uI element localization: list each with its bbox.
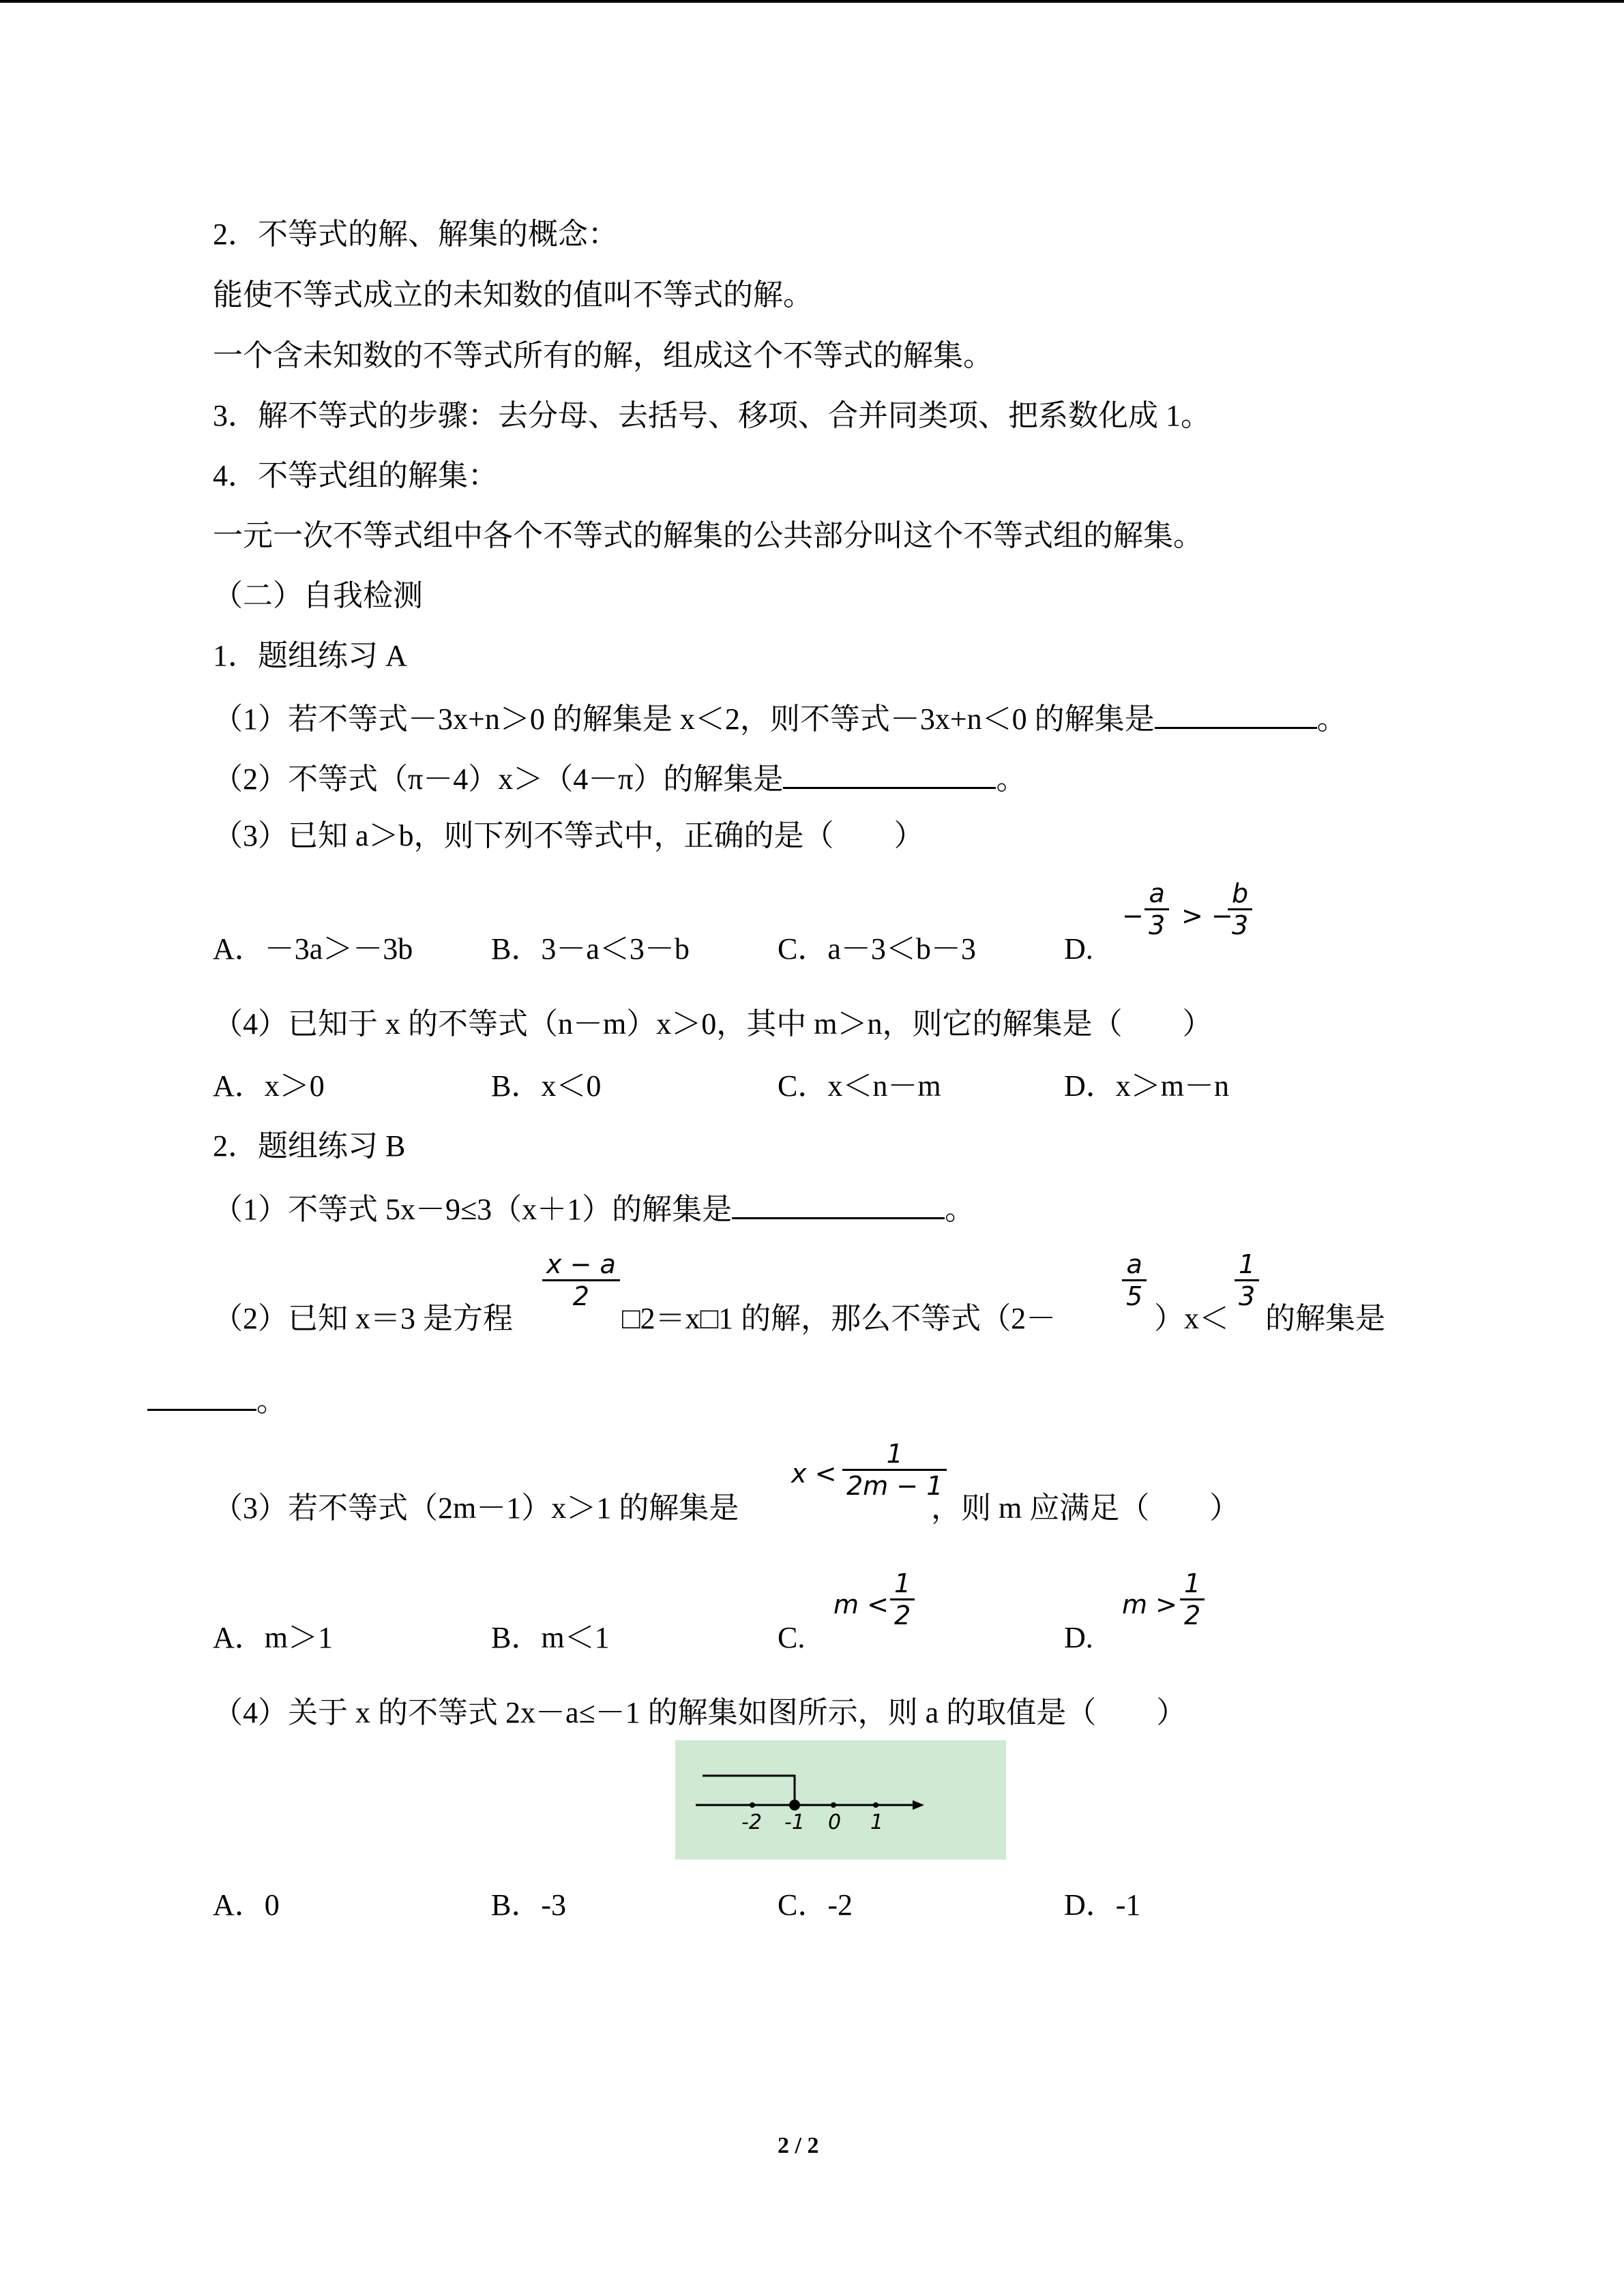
- option-d-greater: > −: [1181, 901, 1233, 931]
- top-border: [0, 0, 1624, 3]
- option-c: C．-2: [778, 1888, 853, 1922]
- option-a: A．－3a＞－3b: [213, 932, 413, 966]
- option-c: C.: [778, 1621, 806, 1654]
- option-b: B．m＜1: [491, 1621, 610, 1654]
- fraction-x-minus-a-over-2: x − a 2: [542, 1249, 620, 1311]
- option-a: A．m＞1: [213, 1621, 333, 1654]
- fraction-1-over-2: 1 2: [890, 1568, 915, 1630]
- concept-text-solution-set: 一个含未知数的不等式所有的解，组成这个不等式的解集。: [213, 339, 993, 372]
- answer-blank: [147, 1379, 256, 1411]
- concept-heading-4: 4．不等式组的解集：: [213, 459, 498, 492]
- group-b-q2-pre: （2）已知 x＝3 是方程: [213, 1302, 513, 1335]
- tick-point: [750, 1802, 755, 1808]
- option-d: D．-1: [1064, 1888, 1141, 1922]
- tick-label: -2: [741, 1810, 762, 1834]
- tick-label: 0: [828, 1810, 842, 1834]
- q2-text: （2）不等式（π－4）x＞（4－π）的解集是: [213, 762, 784, 796]
- fraction-1-over-3: 1 3: [1235, 1249, 1259, 1311]
- answer-blank: [732, 1187, 945, 1219]
- fraction-1-over-2m-minus-1: 1 2m − 1: [842, 1439, 947, 1501]
- group-b-q3-post: ，则 m 应满足（ ）: [931, 1491, 1240, 1525]
- number-line-figure: [675, 1740, 1006, 1860]
- concept-text-system: 一元一次不等式组中各个不等式的解集的公共部分叫这个不等式组的解集。: [213, 519, 1203, 552]
- group-b-q2-mid2: ）x＜: [1154, 1302, 1229, 1335]
- fraction-a-over-5: a 5: [1122, 1249, 1147, 1311]
- tick-label: -1: [784, 1810, 805, 1834]
- number-line-svg: [675, 1740, 1006, 1860]
- tick-point: [831, 1802, 836, 1808]
- group-b-q2-continuation: 。: [147, 1379, 286, 1420]
- option-d: D.: [1064, 932, 1093, 966]
- concept-heading-2: 2．不等式的解、解集的概念：: [213, 218, 618, 251]
- tick-label: 1: [870, 1810, 884, 1834]
- option-d: D.: [1064, 1621, 1093, 1654]
- q3-x-less: x <: [791, 1459, 837, 1489]
- group-b-q2-post: 的解集是: [1265, 1302, 1385, 1335]
- option-d-minus: −: [1122, 901, 1144, 931]
- axis-arrow: [913, 1800, 924, 1810]
- concept-text-solution: 能使不等式成立的未知数的值叫不等式的解。: [213, 278, 813, 312]
- option-b: B．x＜0: [491, 1069, 602, 1103]
- tick-point: [873, 1802, 879, 1808]
- group-b-q2-mid: □2＝x□1 的解，那么不等式（2－: [622, 1302, 1057, 1335]
- solution-set-bracket: [703, 1776, 795, 1805]
- option-d: D．x＞m－n: [1064, 1069, 1229, 1103]
- fraction-1-over-2: 1 2: [1180, 1568, 1205, 1630]
- group-b-title: 2．题组练习 B: [213, 1129, 406, 1163]
- group-b-q3-pre: （3）若不等式（2m－1）x＞1 的解集是: [213, 1491, 739, 1525]
- group-b-q4: （4）关于 x 的不等式 2x－a≤－1 的解集如图所示，则 a 的取值是（ ）: [213, 1696, 1187, 1729]
- option-b: B．-3: [491, 1888, 566, 1922]
- q1-text: （1）若不等式－3x+n＞0 的解集是 x＜2，则不等式－3x+n＜0 的解集是: [213, 702, 1155, 736]
- option-c: C．a－3＜b－3: [778, 932, 976, 966]
- concept-heading-3: 3．解不等式的步骤：去分母、去括号、移项、合并同类项、把系数化成 1。: [213, 399, 1211, 432]
- fraction-a-over-3: a 3: [1145, 878, 1169, 940]
- group-a-q4: （4）已知于 x 的不等式（n－m）x＞0，其中 m＞n，则它的解集是（ ）: [213, 1007, 1213, 1041]
- group-a-q2: （2）不等式（π－4）x＞（4－π）的解集是 。: [213, 757, 1026, 799]
- option-a: A．0: [213, 1888, 280, 1922]
- option-d-m-greater: m >: [1122, 1590, 1177, 1620]
- group-a-q1: （1）若不等式－3x+n＞0 的解集是 x＜2，则不等式－3x+n＜0 的解集是 。: [213, 697, 1347, 739]
- solid-endpoint: [789, 1800, 800, 1810]
- option-b: B．3－a＜3－b: [491, 932, 690, 966]
- group-a-q3: （3）已知 a＞b，则下列不等式中，正确的是（ ）: [213, 819, 924, 852]
- group-b-q1: （1）不等式 5x－9≤3（x＋1）的解集是 。: [213, 1187, 975, 1229]
- fraction-b-over-3: b 3: [1228, 878, 1252, 940]
- answer-blank: [783, 757, 996, 789]
- option-a: A．x＞0: [213, 1069, 325, 1103]
- section-self-check: （二）自我检测: [213, 579, 423, 612]
- option-c-m-less: m <: [833, 1590, 889, 1620]
- answer-blank: [1155, 697, 1317, 729]
- group-a-title: 1．题组练习 A: [213, 639, 407, 672]
- page-number: 2 / 2: [778, 2133, 819, 2158]
- option-c: C．x＜n－m: [778, 1069, 941, 1103]
- q1-text: （1）不等式 5x－9≤3（x＋1）的解集是: [213, 1193, 733, 1226]
